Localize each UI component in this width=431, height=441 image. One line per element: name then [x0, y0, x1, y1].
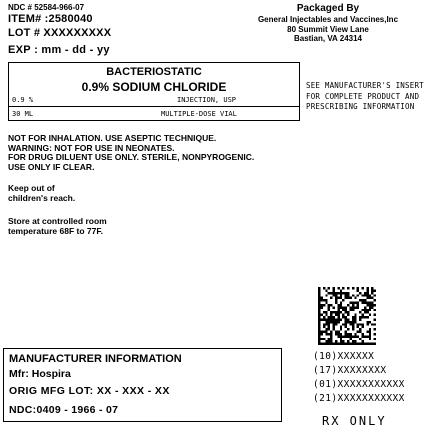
gs1-codes: [313, 350, 405, 406]
manufacturer-info-box: [3, 348, 282, 422]
see-manufacturer-line: FOR COMPLETE PRODUCT AND: [306, 91, 420, 101]
warning-line: FOR DRUG DILUENT USE ONLY. STERILE, NONPYROGENIC.: [8, 152, 255, 162]
lot-number: LOT # XXXXXXXXX: [8, 27, 112, 39]
storage-line: temperature 68F to 77F.: [8, 225, 103, 236]
packager-heading: Packaged By: [296, 3, 360, 14]
packager-street: 80 Summit View Lane: [287, 24, 369, 34]
gs1-code: (17)XXXXXXXX: [313, 365, 387, 376]
product-box-divider: [9, 106, 299, 107]
see-manufacturer-line: PRESCRIBING INFORMATION: [306, 102, 415, 111]
product-name-line1: BACTERIOSTATIC: [106, 66, 202, 78]
gs1-code: (21)XXXXXXXXXXX: [313, 393, 405, 404]
keep-out-notice: [8, 184, 75, 203]
storage-line: Store at controlled room: [8, 216, 107, 226]
warning-line: WARNING: NOT FOR USE IN NEONATES.: [8, 142, 175, 153]
storage-notice: [8, 217, 107, 236]
warnings: [8, 134, 254, 172]
packager-info: [230, 3, 426, 44]
manufacturer-name: Mfr: Hospira: [9, 368, 71, 380]
packager-city: Bastian, VA 24314: [293, 34, 363, 43]
expiration-date: EXP : mm - dd - yy: [8, 44, 110, 56]
rx-only-label: RX ONLY: [322, 414, 387, 428]
product-percent: 0.9 %: [12, 96, 34, 104]
manufacturer-title: MANUFACTURER INFORMATION: [9, 353, 182, 365]
datamatrix-barcode-icon: [318, 287, 376, 345]
manufacturer-ndc: NDC:0409 - 1966 - 07: [9, 404, 119, 416]
ndc-number: NDC # 52584-966-07: [8, 3, 85, 12]
packager-name: General Injectables and Vaccines,Inc: [257, 15, 399, 24]
manufacturer-orig-lot: ORIG MFG LOT: XX - XXX - XX: [9, 385, 170, 397]
see-manufacturer-note: [306, 81, 424, 113]
product-name-line2: 0.9% SODIUM CHLORIDE: [81, 80, 227, 94]
gs1-code: (01)XXXXXXXXXXX: [313, 379, 405, 390]
warning-line: USE ONLY IF CLEAR.: [8, 161, 95, 172]
see-manufacturer-line: SEE MANUFACTURER'S INSERT: [306, 81, 424, 90]
keep-out-line: Keep out of: [8, 183, 55, 193]
gs1-code: (10)XXXXXX: [313, 351, 375, 362]
product-box: [8, 62, 300, 121]
product-volume: 30 ML: [12, 110, 34, 118]
keep-out-line: children's reach.: [8, 192, 76, 203]
product-vial-type: MULTIPLE-DOSE VIAL: [161, 110, 237, 118]
product-injection: INJECTION, USP: [177, 96, 237, 104]
warning-line: NOT FOR INHALATION. USE ASEPTIC TECHNIQUE.: [8, 133, 217, 143]
item-number: ITEM# :2580040: [8, 13, 93, 25]
